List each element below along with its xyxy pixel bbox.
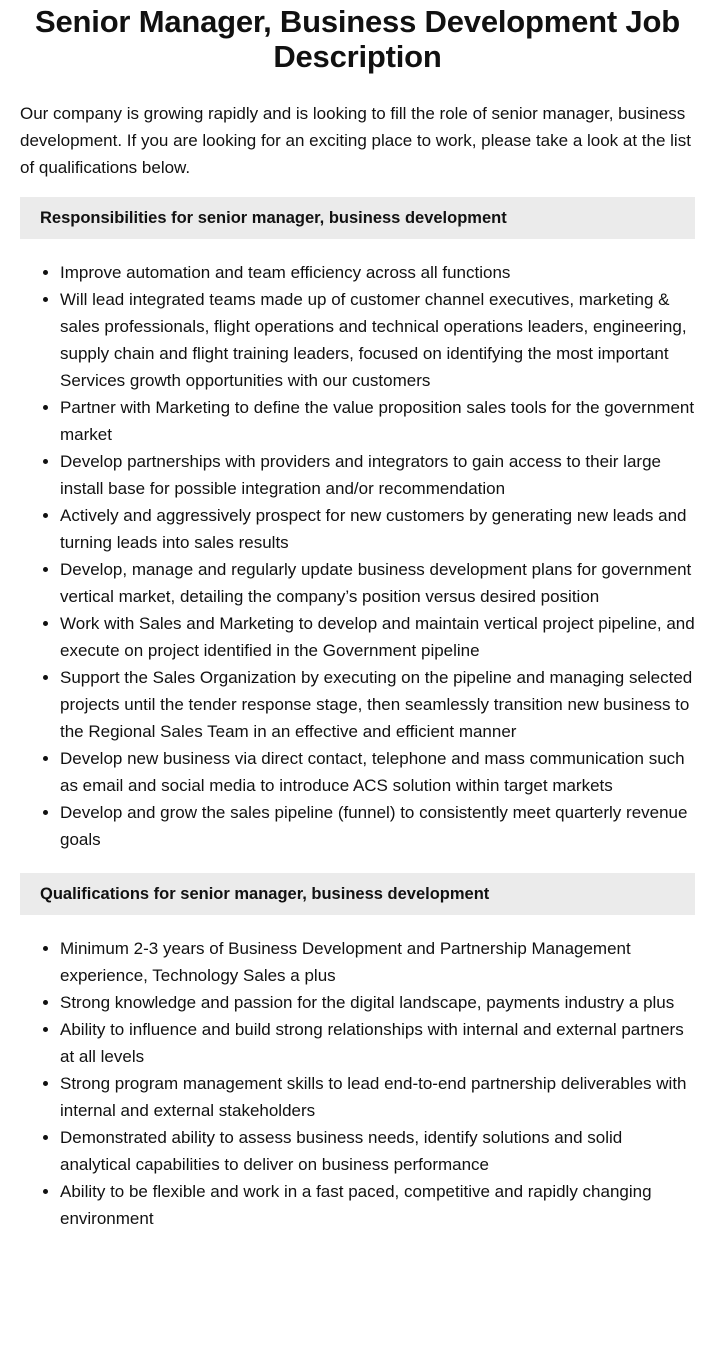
list-item: • Partner with Marketing to define the value proposition sales tools for the government market xyxy=(60,394,695,448)
list-item: • Develop, manage and regularly update business development plans for government vertical market, detailing the company’s position versus desired position xyxy=(60,556,695,610)
list-item: • Minimum 2-3 years of Business Development and Partnership Management experience, Technology Sales a plus xyxy=(60,935,695,989)
list-item: • Actively and aggressively prospect for new customers by generating new leads and turning leads into sales results xyxy=(60,502,695,556)
qualifications-heading: Qualifications for senior manager, business development xyxy=(20,873,695,915)
responsibilities-list xyxy=(20,259,695,853)
list-item: • Develop partnerships with providers and integrators to gain access to their large install base for possible integration and/or recommendation xyxy=(60,448,695,502)
responsibilities-heading: Responsibilities for senior manager, business development xyxy=(20,197,695,239)
list-item: • Develop new business via direct contact, telephone and mass communication such as email and social media to introduce ACS solution within target markets xyxy=(60,745,695,799)
list-item: • Strong knowledge and passion for the digital landscape, payments industry a plus xyxy=(60,989,695,1016)
list-item: • Demonstrated ability to assess business needs, identify solutions and solid analytical capabilities to deliver on business performance xyxy=(60,1124,695,1178)
list-item: • Ability to influence and build strong relationships with internal and external partners at all levels xyxy=(60,1016,695,1070)
page-title: Senior Manager, Business Development Job Description xyxy=(35,4,680,74)
job-description xyxy=(0,4,720,1232)
qualifications-list xyxy=(20,935,695,1232)
list-item: • Support the Sales Organization by executing on the pipeline and managing selected projects until the tender response stage, then seamlessly transition new business to the Regional Sales Team in an effective and efficient manner xyxy=(60,664,695,745)
list-item: • Ability to be flexible and work in a fast paced, competitive and rapidly changing environment xyxy=(60,1178,695,1232)
list-item: • Will lead integrated teams made up of customer channel executives, marketing & sales professionals, flight operations and technical operations leaders, engineering, supply chain and flight training leaders, focused on identifying the most important Services growth opportunities with our customers xyxy=(60,286,695,394)
list-item: • Strong program management skills to lead end-to-end partnership deliverables with internal and external stakeholders xyxy=(60,1070,695,1124)
list-item: • Work with Sales and Marketing to develop and maintain vertical project pipeline, and execute on project identified in the Government pipeline xyxy=(60,610,695,664)
list-item: • Develop and grow the sales pipeline (funnel) to consistently meet quarterly revenue goals xyxy=(60,799,695,853)
list-item: • Improve automation and team efficiency across all functions xyxy=(60,259,695,286)
intro-paragraph: Our company is growing rapidly and is looking to fill the role of senior manager, business development. If you are looking for an exciting place to work, please take a look at the list of qualifications below. xyxy=(20,104,691,177)
